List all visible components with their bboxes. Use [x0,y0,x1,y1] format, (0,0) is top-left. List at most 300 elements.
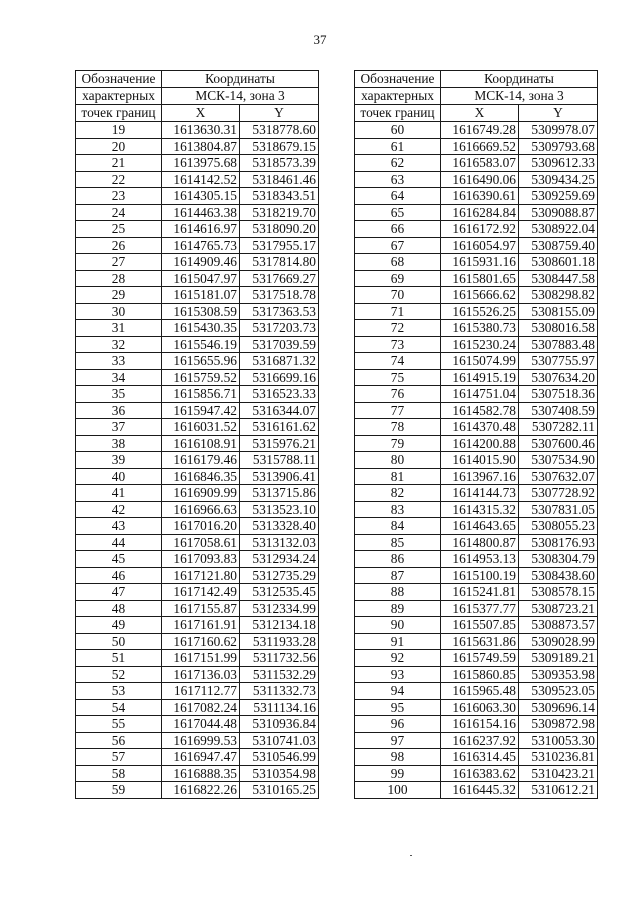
x-coordinate: 1616314.45 [441,749,519,766]
x-coordinate: 1616888.35 [162,765,240,782]
table-row [355,353,598,370]
point-number: 34 [76,369,162,386]
y-coordinate: 5310053.30 [519,732,598,749]
x-coordinate: 1617016.20 [162,518,240,535]
point-number: 32 [76,336,162,353]
y-coordinate: 5309434.25 [519,171,598,188]
coordinates-table-right [354,70,598,799]
page-number: 37 [313,32,327,47]
header-coordinates-title: Координаты [162,71,319,88]
header-x: X [162,105,240,122]
y-coordinate: 5313906.41 [240,468,319,485]
y-coordinate: 5318778.60 [240,122,319,139]
table-row [76,782,319,799]
table-row [355,633,598,650]
y-coordinate: 5313132.03 [240,534,319,551]
point-number: 58 [76,765,162,782]
y-coordinate: 5313523.10 [240,501,319,518]
x-coordinate: 1616749.28 [441,122,519,139]
y-coordinate: 5310236.81 [519,749,598,766]
x-coordinate: 1615074.99 [441,353,519,370]
x-coordinate: 1614616.97 [162,221,240,238]
y-coordinate: 5317669.27 [240,270,319,287]
table-row [355,650,598,667]
x-coordinate: 1615181.07 [162,287,240,304]
table-row [355,204,598,221]
table-row [76,303,319,320]
table-row [76,204,319,221]
x-coordinate: 1614142.52 [162,171,240,188]
table-row [76,732,319,749]
x-coordinate: 1613975.68 [162,155,240,172]
table-row [355,122,598,139]
y-coordinate: 5307632.07 [519,468,598,485]
point-number: 94 [355,683,441,700]
y-coordinate: 5308155.09 [519,303,598,320]
table-row [76,122,319,139]
table-row [76,221,319,238]
point-number: 50 [76,633,162,650]
y-coordinate: 5309696.14 [519,699,598,716]
point-number: 81 [355,468,441,485]
table-row [76,468,319,485]
point-number: 95 [355,699,441,716]
x-coordinate: 1616179.46 [162,452,240,469]
point-number: 27 [76,254,162,271]
table-row [76,452,319,469]
y-coordinate: 5309088.87 [519,204,598,221]
point-number: 76 [355,386,441,403]
x-coordinate: 1615631.86 [441,633,519,650]
x-coordinate: 1615380.73 [441,320,519,337]
table-row [76,551,319,568]
table-row [355,551,598,568]
y-coordinate: 5317039.59 [240,336,319,353]
table-row [76,666,319,683]
point-number: 42 [76,501,162,518]
point-number: 60 [355,122,441,139]
point-number: 93 [355,666,441,683]
y-coordinate: 5310546.99 [240,749,319,766]
x-coordinate: 1617044.48 [162,716,240,733]
y-coordinate: 5310612.21 [519,782,598,799]
x-coordinate: 1614305.15 [162,188,240,205]
x-coordinate: 1614765.73 [162,237,240,254]
table-row [76,518,319,535]
y-coordinate: 5309028.99 [519,633,598,650]
point-number: 89 [355,600,441,617]
y-coordinate: 5307282.11 [519,419,598,436]
x-coordinate: 1616822.26 [162,782,240,799]
point-number: 33 [76,353,162,370]
table-row [76,237,319,254]
y-coordinate: 5313715.86 [240,485,319,502]
coordinates-table-left [75,70,319,799]
x-coordinate: 1615241.81 [441,584,519,601]
x-coordinate: 1617160.62 [162,633,240,650]
x-coordinate: 1615856.71 [162,386,240,403]
y-coordinate: 5316344.07 [240,402,319,419]
table-row [355,666,598,683]
table-row [76,683,319,700]
y-coordinate: 5308759.40 [519,237,598,254]
table-row [76,534,319,551]
x-coordinate: 1614015.90 [441,452,519,469]
y-coordinate: 5308298.82 [519,287,598,304]
table-row [355,534,598,551]
point-number: 99 [355,765,441,782]
x-coordinate: 1616390.61 [441,188,519,205]
y-coordinate: 5307883.48 [519,336,598,353]
x-coordinate: 1616490.06 [441,171,519,188]
point-number: 54 [76,699,162,716]
point-number: 65 [355,204,441,221]
x-coordinate: 1616284.84 [441,204,519,221]
point-number: 26 [76,237,162,254]
y-coordinate: 5317203.73 [240,320,319,337]
header-point-label: точек границ [355,105,441,122]
x-coordinate: 1615860.85 [441,666,519,683]
table-row [355,765,598,782]
point-number: 23 [76,188,162,205]
point-number: 88 [355,584,441,601]
x-coordinate: 1615047.97 [162,270,240,287]
x-coordinate: 1614751.04 [441,386,519,403]
table-row [76,270,319,287]
table-row [76,749,319,766]
table-row [76,584,319,601]
y-coordinate: 5316523.33 [240,386,319,403]
table-row [76,155,319,172]
x-coordinate: 1613630.31 [162,122,240,139]
x-coordinate: 1616999.53 [162,732,240,749]
point-number: 73 [355,336,441,353]
table-row [355,188,598,205]
table-row [76,386,319,403]
y-coordinate: 5311532.29 [240,666,319,683]
y-coordinate: 5310741.03 [240,732,319,749]
table-row [355,716,598,733]
table-row [355,254,598,271]
point-number: 30 [76,303,162,320]
table-row [76,254,319,271]
y-coordinate: 5309189.21 [519,650,598,667]
y-coordinate: 5308304.79 [519,551,598,568]
x-coordinate: 1614643.65 [441,518,519,535]
table-row [76,716,319,733]
y-coordinate: 5318219.70 [240,204,319,221]
x-coordinate: 1615230.24 [441,336,519,353]
y-coordinate: 5309872.98 [519,716,598,733]
x-coordinate: 1614582.78 [441,402,519,419]
y-coordinate: 5308601.18 [519,254,598,271]
x-coordinate: 1616237.92 [441,732,519,749]
table-row [76,402,319,419]
point-number: 100 [355,782,441,799]
x-coordinate: 1617121.80 [162,567,240,584]
x-coordinate: 1614800.87 [441,534,519,551]
y-coordinate: 5317814.80 [240,254,319,271]
table-row [355,287,598,304]
point-number: 71 [355,303,441,320]
point-number: 74 [355,353,441,370]
y-coordinate: 5308016.58 [519,320,598,337]
point-number: 56 [76,732,162,749]
point-number: 75 [355,369,441,386]
point-number: 28 [76,270,162,287]
y-coordinate: 5310165.25 [240,782,319,799]
y-coordinate: 5312134.18 [240,617,319,634]
table-row [355,435,598,452]
x-coordinate: 1616966.63 [162,501,240,518]
table-row [76,567,319,584]
table-row [355,138,598,155]
scan-speck [410,855,412,856]
x-coordinate: 1615931.16 [441,254,519,271]
x-coordinate: 1617142.49 [162,584,240,601]
point-number: 38 [76,435,162,452]
y-coordinate: 5315788.11 [240,452,319,469]
table-row [355,518,598,535]
table-row [355,617,598,634]
x-coordinate: 1614370.48 [441,419,519,436]
x-coordinate: 1616846.35 [162,468,240,485]
point-number: 84 [355,518,441,535]
y-coordinate: 5311933.28 [240,633,319,650]
header-point-label: Обозначение [355,71,441,88]
x-coordinate: 1617082.24 [162,699,240,716]
x-coordinate: 1617136.03 [162,666,240,683]
point-number: 78 [355,419,441,436]
x-coordinate: 1615759.52 [162,369,240,386]
table-row [355,732,598,749]
header-x: X [441,105,519,122]
x-coordinate: 1614144.73 [441,485,519,502]
y-coordinate: 5318461.46 [240,171,319,188]
y-coordinate: 5317955.17 [240,237,319,254]
point-number: 45 [76,551,162,568]
table-row [355,485,598,502]
x-coordinate: 1616063.30 [441,699,519,716]
table-row [76,138,319,155]
y-coordinate: 5309612.33 [519,155,598,172]
point-number: 24 [76,204,162,221]
point-number: 37 [76,419,162,436]
y-coordinate: 5316161.62 [240,419,319,436]
table-row [76,435,319,452]
point-number: 43 [76,518,162,535]
y-coordinate: 5312535.45 [240,584,319,601]
table-row [76,188,319,205]
point-number: 51 [76,650,162,667]
point-number: 86 [355,551,441,568]
point-number: 31 [76,320,162,337]
table-row [355,402,598,419]
y-coordinate: 5310936.84 [240,716,319,733]
table-row [355,584,598,601]
x-coordinate: 1614315.32 [441,501,519,518]
y-coordinate: 5308578.15 [519,584,598,601]
table-row [76,699,319,716]
x-coordinate: 1615666.62 [441,287,519,304]
point-number: 57 [76,749,162,766]
point-number: 82 [355,485,441,502]
table-row [76,501,319,518]
table-row [355,501,598,518]
y-coordinate: 5309978.07 [519,122,598,139]
x-coordinate: 1616054.97 [441,237,519,254]
table-row [76,617,319,634]
point-number: 59 [76,782,162,799]
table-row [76,765,319,782]
point-number: 83 [355,501,441,518]
table-row [76,369,319,386]
y-coordinate: 5309523.05 [519,683,598,700]
y-coordinate: 5318573.39 [240,155,319,172]
y-coordinate: 5308922.04 [519,221,598,238]
x-coordinate: 1614909.46 [162,254,240,271]
point-number: 20 [76,138,162,155]
x-coordinate: 1614200.88 [441,435,519,452]
header-point-label: характерных [355,88,441,105]
point-number: 77 [355,402,441,419]
y-coordinate: 5312934.24 [240,551,319,568]
x-coordinate: 1616445.32 [441,782,519,799]
point-number: 70 [355,287,441,304]
y-coordinate: 5307408.59 [519,402,598,419]
table-row [355,320,598,337]
point-number: 19 [76,122,162,139]
x-coordinate: 1617151.99 [162,650,240,667]
header-y: Y [240,105,319,122]
x-coordinate: 1616383.62 [441,765,519,782]
y-coordinate: 5307518.36 [519,386,598,403]
point-number: 35 [76,386,162,403]
table-row [355,303,598,320]
x-coordinate: 1615655.96 [162,353,240,370]
y-coordinate: 5307728.92 [519,485,598,502]
y-coordinate: 5307755.97 [519,353,598,370]
header-coordinate-system: МСК-14, зона 3 [441,88,598,105]
point-number: 64 [355,188,441,205]
point-number: 21 [76,155,162,172]
point-number: 87 [355,567,441,584]
point-number: 49 [76,617,162,634]
y-coordinate: 5310423.21 [519,765,598,782]
table-row [355,237,598,254]
x-coordinate: 1615546.19 [162,336,240,353]
y-coordinate: 5318679.15 [240,138,319,155]
x-coordinate: 1617058.61 [162,534,240,551]
x-coordinate: 1615801.65 [441,270,519,287]
point-number: 96 [355,716,441,733]
point-number: 22 [76,171,162,188]
y-coordinate: 5309259.69 [519,188,598,205]
table-row [76,633,319,650]
y-coordinate: 5318343.51 [240,188,319,205]
table-row [355,600,598,617]
point-number: 72 [355,320,441,337]
table-row [355,699,598,716]
x-coordinate: 1616669.52 [441,138,519,155]
y-coordinate: 5312735.29 [240,567,319,584]
x-coordinate: 1615749.59 [441,650,519,667]
table-row [355,749,598,766]
table-row [355,336,598,353]
x-coordinate: 1613804.87 [162,138,240,155]
y-coordinate: 5307534.90 [519,452,598,469]
point-number: 97 [355,732,441,749]
point-number: 44 [76,534,162,551]
x-coordinate: 1616108.91 [162,435,240,452]
point-number: 67 [355,237,441,254]
y-coordinate: 5308438.60 [519,567,598,584]
header-point-label: точек границ [76,105,162,122]
point-number: 52 [76,666,162,683]
table-row [76,171,319,188]
x-coordinate: 1615377.77 [441,600,519,617]
x-coordinate: 1615308.59 [162,303,240,320]
x-coordinate: 1617155.87 [162,600,240,617]
table-row [355,782,598,799]
header-point-label: характерных [76,88,162,105]
point-number: 79 [355,435,441,452]
header-coordinates-title: Координаты [441,71,598,88]
table-row [355,270,598,287]
table-row [355,683,598,700]
x-coordinate: 1615430.35 [162,320,240,337]
x-coordinate: 1613967.16 [441,468,519,485]
header-point-label: Обозначение [76,71,162,88]
y-coordinate: 5316871.32 [240,353,319,370]
point-number: 85 [355,534,441,551]
x-coordinate: 1615100.19 [441,567,519,584]
table-row [76,287,319,304]
x-coordinate: 1615507.85 [441,617,519,634]
x-coordinate: 1615526.25 [441,303,519,320]
x-coordinate: 1616031.52 [162,419,240,436]
y-coordinate: 5316699.16 [240,369,319,386]
point-number: 40 [76,468,162,485]
y-coordinate: 5310354.98 [240,765,319,782]
point-number: 41 [76,485,162,502]
x-coordinate: 1615965.48 [441,683,519,700]
y-coordinate: 5308873.57 [519,617,598,634]
point-number: 62 [355,155,441,172]
point-number: 53 [76,683,162,700]
x-coordinate: 1614463.38 [162,204,240,221]
point-number: 46 [76,567,162,584]
table-row [355,155,598,172]
y-coordinate: 5315976.21 [240,435,319,452]
x-coordinate: 1616947.47 [162,749,240,766]
x-coordinate: 1616909.99 [162,485,240,502]
y-coordinate: 5311732.56 [240,650,319,667]
y-coordinate: 5307634.20 [519,369,598,386]
point-number: 48 [76,600,162,617]
y-coordinate: 5311332.73 [240,683,319,700]
y-coordinate: 5308447.58 [519,270,598,287]
point-number: 90 [355,617,441,634]
point-number: 29 [76,287,162,304]
y-coordinate: 5312334.99 [240,600,319,617]
table-row [355,567,598,584]
y-coordinate: 5313328.40 [240,518,319,535]
x-coordinate: 1617093.83 [162,551,240,568]
y-coordinate: 5311134.16 [240,699,319,716]
y-coordinate: 5308723.21 [519,600,598,617]
y-coordinate: 5307831.05 [519,501,598,518]
